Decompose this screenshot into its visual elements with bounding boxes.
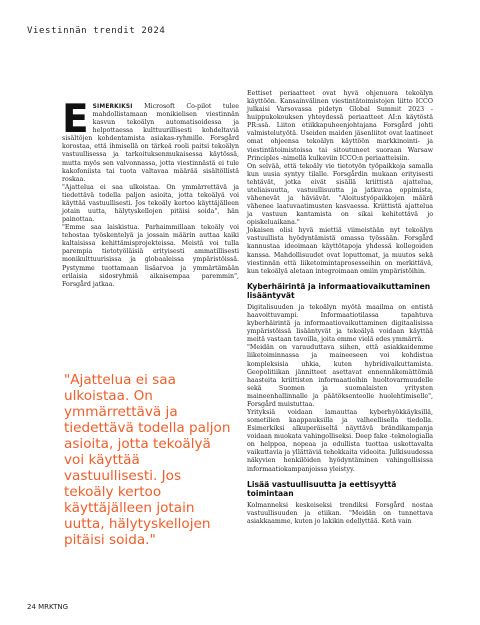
left-column (62, 97, 239, 289)
body-paragraph: "Meidän on varauduttava siihen, että asiakkaidemme liiketoiminnassa ja maineeseen voi kohdistua kompleksisia uhkia, kuten hybridivaikuttamista. Geopolitiikan jännitteet asettavat ennennäkemättömiä haasteita kriittisten informaatioihin huoltovarmuudelle sekä Suomen ja suomalaisten yritysten maineenhallinnalle ja päätöksenteolle huolehtimiselle", Forsgård muistuttaa. (247, 344, 433, 408)
page-footer: 24 MRKTNG (27, 603, 69, 611)
right-column (247, 90, 433, 526)
body-paragraph: Kolmanneksi keskeiseksi trendiksi Forsgård nostaa vastuullisuuden ja etiikan. "Meidän on tunnettava asiakkaamme, kuten jo lakikin edellyttää. Ketä vain (247, 501, 433, 525)
body-paragraph: On selvää, että tekoäly vie tietotyön työpaikkoja samalla kun uusia syntyy tilalle. Forsgårdin mukaan erityisesti tehtävät, jotka eivät sisällä kriittistä ajattelua, uteliaisuutta, vastuullisuutta ja jatkuvaa oppimista, vähenevät ja häviävät. "Aloitustyöpaikkojen määrä vähenee laatuvaatimusten kasvaessa. Kriittistä ajattelua ja vastuun kantamista on sikai kehitettävä jo opiskeluaikana." (247, 162, 433, 227)
lead-text: Microsoft Co-pilot tulee mahdollistamaan monikielisen viestinnän kasvun tekoälyn automatisoidessa ja helpottaessa kulttuurillisesti kohdeltaviä sisältöjen kohdentamista asiakas-ryhmille. Forsgård korostaa, että ihmisellä on tärkeä rooli paitsi tekoälyn vastuullisessa ja tarkoituksenmukaisessa käytössä, mutta myös sen valvonnassa, jotta viestinnästä ei tule kakofoniista tai tuota valtavaa määrää sisältöllistä roskaa. (62, 103, 239, 183)
section-header: Viestinnän trendit 2024 (27, 26, 166, 36)
subheading-cyber: Kyberhäirintä ja informaatiovaikuttaminen lisääntyvät (247, 281, 431, 301)
body-paragraph: Digitalisuuden ja tekoälyn myötä maailma on entistä haavoittuvampi. Informaatiotilassa tapahtuva kyberhäirintä ja informaatiovaikuttaminen digitaalisissa ympäristöissä lisääntyvät ja tekoälyä voidaan käyttää meitä vastaan tavoilla, joita emme vielä edes ymmärrä. (247, 303, 433, 344)
body-paragraph: Eettiset periaatteet ovat hyvä ohjenuora tekoälyn käyttöön. Kansainvälinen viestintätoimistojen liitto ICCO julkaisi Varsovassa pidetyn Global Summit 2023 -huippukokouksen yhteydessä periaatteet AI:n käytöstä PR:ssä. Liiton etiikkapuheenjohtajana Forsgård johti valmistelutyötä. Useiden maiden jäsenliitot ovat laatineet omat ohjeensa tekoälyn käyttöön markkinointi- ja viestintätoimistoissa tai sitoutuneet suoraan Warsaw Principles -nimellä kulkeviin ICCO:n periaatteisiin. (247, 90, 433, 162)
lead-paragraph (62, 97, 239, 184)
subheading-responsibility: Lisää vastuullisuutta ja eettisyyttä toimintaan (247, 479, 397, 499)
body-paragraph: Yrityksiä voidaan lamauttaa kyberhyökkäyksillä, sometilien kaappauksilla ja valheellisella tiedolla. Esimerkiksi alkuperäiseltä näyttävä brändikampanja voidaan muokata vahingolliseksi. Deep fake -teknologialla on helppoa, nopeaa ja edullista tuottaa uskottavalta vaikuttavia ja yllättäviä tehokkaita videoita. Julkisuudessa näkyvien henkilöiden hyödyntäminen vahingollisissa informaatiokampanjoissa yleistyy. (247, 409, 433, 473)
body-paragraph: "Emme saa laiskistua. Parhaimmillaan tekoäly voi tehostaa työskentelyä ja jossain määrin auttaa kaiki kaltaisissa kehittämisprojekteissa. Meistä voi tulla parempia tietotyöläisiä erityisesti ammatillisesti monikulttuurisissa ja globaaleissa ympäristöissä. Pystymme tuottamaan lisäarvoa ja ymmärtämään erilaisia sidosryhmiä aikaisempaa paremmin", Forsgård jatkaa. (62, 224, 239, 288)
lead-caps: SIMERKIKSI (92, 104, 133, 110)
pull-quote: "Ajattelua ei saa ulkoistaa. On ymmärrettävä ja tiedettävä todella paljon asioita, jotta tekoälyä voi käyttää vastuullisesti. Jos tekoäly kertoo käyttäjälleen jotain uutta, hälytyskellojen pitäisi soida." (64, 372, 231, 548)
drop-cap: E (62, 97, 89, 142)
body-paragraph: Jokaisen olisi hyvä miettiä viimeistään nyt tekoälyn vastuullista hyödyntämistä omassa työssään. Forsgård kannustaa ideoimaan käyttötapoja yhdessä kollegoiden kanssa. Mahdollisuudet ovat loputtomat, ja muutos sekä viestinnän että liiketoimintaprosesseihin on merkittävä, kun tekoälyä aletaan integroimaan omiin ympäristöihin. (247, 227, 433, 275)
body-paragraph: "Ajattelua ei saa ulkoistaa. On ymmärrettävä ja tiedettävä todella paljon asioita, jotta tekoälyä voi käyttää vastuullisesti. Jos tekoäly kertoo käyttäjälleen jotain uutta, hälytyskellojen pitäisi soida", hän painottaa. (62, 183, 239, 224)
